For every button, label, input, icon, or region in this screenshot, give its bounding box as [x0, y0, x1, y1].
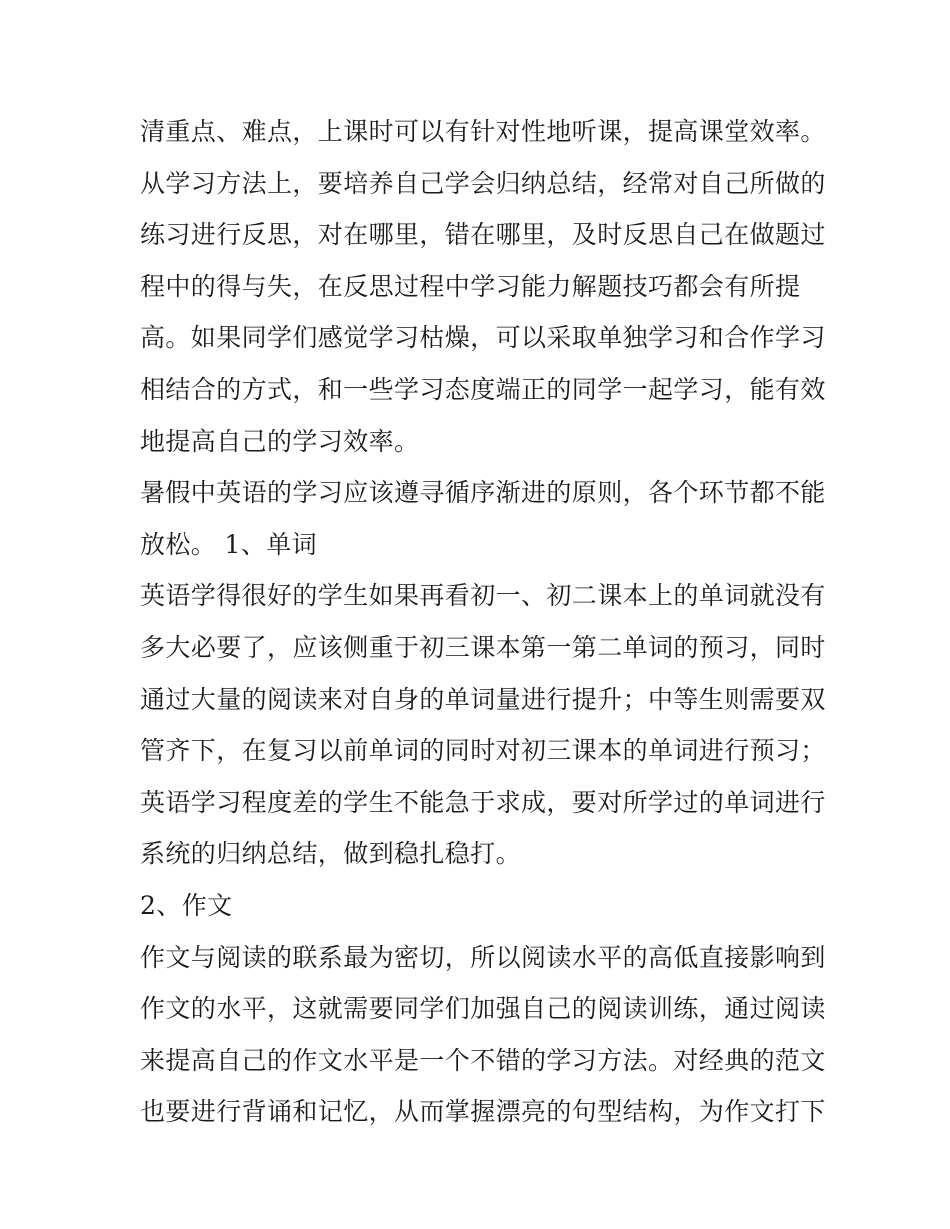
body-text [140, 106, 826, 1138]
text-line: 暑假中英语的学习应该遵寻循序渐进的原则，各个环节都不能 [140, 478, 826, 508]
text-line: 英语学习程度差的学生不能急于求成，要对所学过的单词进行 [140, 787, 826, 817]
text-line: 多大必要了，应该侧重于初三课本第一第二单词的预习，同时 [140, 632, 826, 662]
text-line: 高。如果同学们感觉学习枯燥，可以采取单独学习和合作学习 [140, 323, 826, 353]
text-line: 从学习方法上，要培养自己学会归纳总结，经常对自己所做的 [140, 168, 826, 198]
text-line: 英语学得很好的学生如果再看初一、初二课本上的单词就没有 [140, 581, 826, 611]
section-heading-composition: 2、作文 [140, 890, 233, 920]
text-line: 练习进行反思，对在哪里，错在哪里，及时反思自己在做题过 [140, 220, 826, 250]
text-line: 管齐下，在复习以前单词的同时对初三课本的单词进行预习； [140, 736, 826, 766]
text-line: 地提高自己的学习效率。 [140, 426, 420, 456]
text-line: 相结合的方式，和一些学习态度端正的同学一起学习，能有效 [140, 374, 826, 404]
section-heading-words: 放松。 1、单词 [140, 529, 318, 559]
text-line: 作文与阅读的联系最为密切，所以阅读水平的高低直接影响到 [140, 942, 826, 972]
text-line: 来提高自己的作文水平是一个不错的学习方法。对经典的范文 [140, 1045, 826, 1075]
text-line: 通过大量的阅读来对自身的单词量进行提升；中等生则需要双 [140, 684, 826, 714]
text-line: 系统的归纳总结，做到稳扎稳打。 [140, 839, 522, 869]
text-line: 程中的得与失，在反思过程中学习能力解题技巧都会有所提 [140, 271, 801, 301]
text-line: 也要进行背诵和记忆，从而掌握漂亮的句型结构，为作文打下 [140, 1097, 826, 1127]
text-line: 作文的水平，这就需要同学们加强自己的阅读训练，通过阅读 [140, 994, 826, 1024]
text-line: 清重点、难点，上课时可以有针对性地听课，提高课堂效率。 [140, 117, 826, 146]
